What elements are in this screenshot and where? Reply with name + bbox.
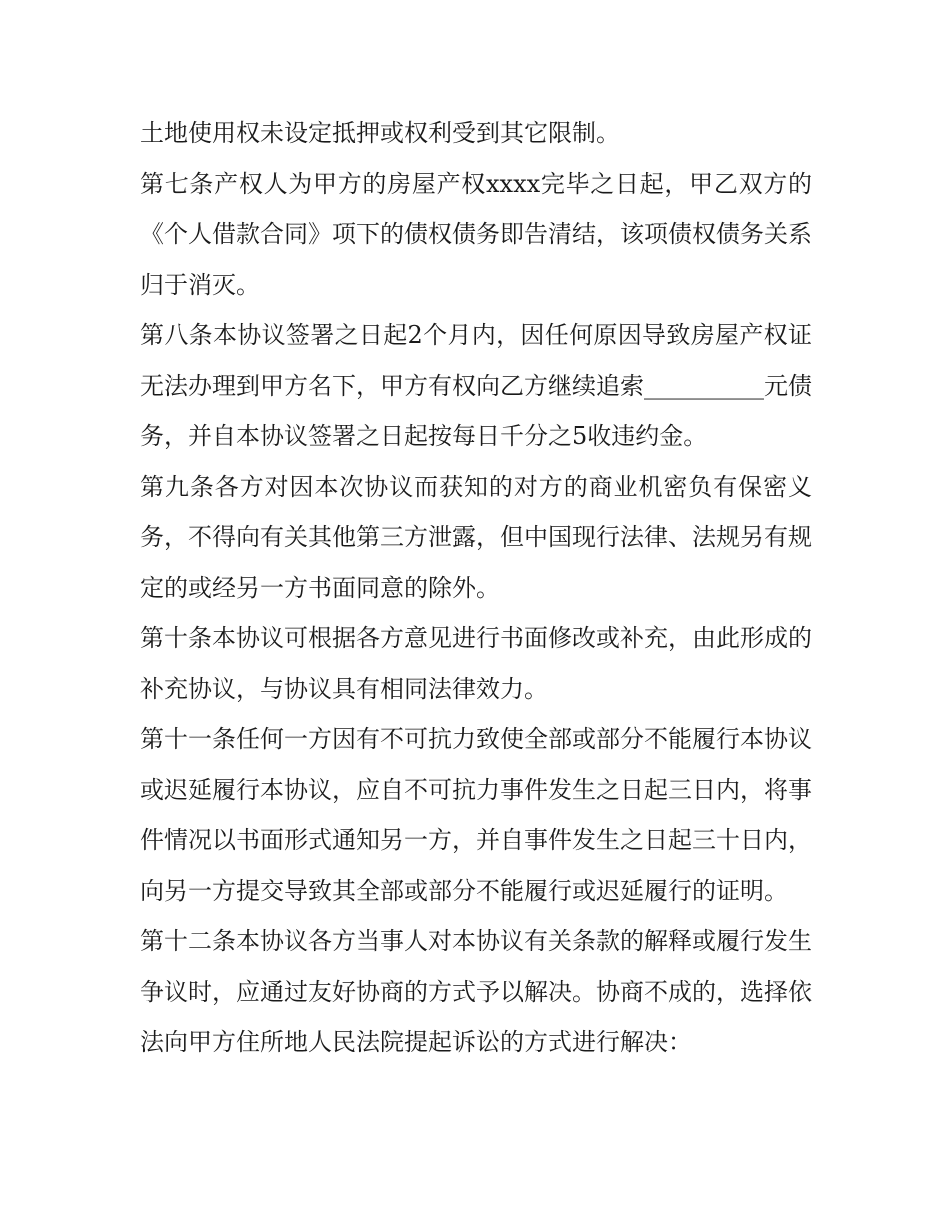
paragraph-article-12: 第十二条本协议各方当事人对本协议有关条款的解释或履行发生争议时，应通过友好协商的方式予以解决。协商不成的，选择依法向甲方住所地人民法院提起诉讼的方式进行解决： [140, 927, 812, 1056]
document-body [140, 108, 812, 1068]
paragraph-article-9: 第九条各方对因本次协议而获知的对方的商业机密负有保密义务，不得向有关其他第三方泄露，但中国现行法律、法规另有规定的或经另一方书面同意的除外。 [140, 472, 812, 602]
paragraph-article-8: 第八条本协议签署之日起2个月内，因任何原因导致房屋产权证无法办理到甲方名下，甲方有权向乙方继续追索__________元债务，并自本协议签署之日起按每日千分之5收违约金。 [140, 321, 812, 450]
paragraph-article-7: 第七条产权人为甲方的房屋产权xxxx完毕之日起，甲乙双方的《个人借款合同》项下的债权债务即告清结，该项债权债务关系归于消灭。 [140, 169, 812, 299]
paragraph-article-10: 第十条本协议可根据各方意见进行书面修改或补充，由此形成的补充协议，与协议具有相同法律效力。 [140, 624, 812, 703]
paragraph-land-rights: 土地使用权未设定抵押或权利受到其它限制。 [140, 119, 620, 147]
paragraph-article-11: 第十一条任何一方因有不可抗力致使全部或部分不能履行本协议或迟延履行本协议，应自不可抗力事件发生之日起三日内，将事件情况以书面形式通知另一方，并自事件发生之日起三十日内，向另一方提交导致其全部或部分不能履行或迟延履行的证明。 [140, 725, 812, 905]
